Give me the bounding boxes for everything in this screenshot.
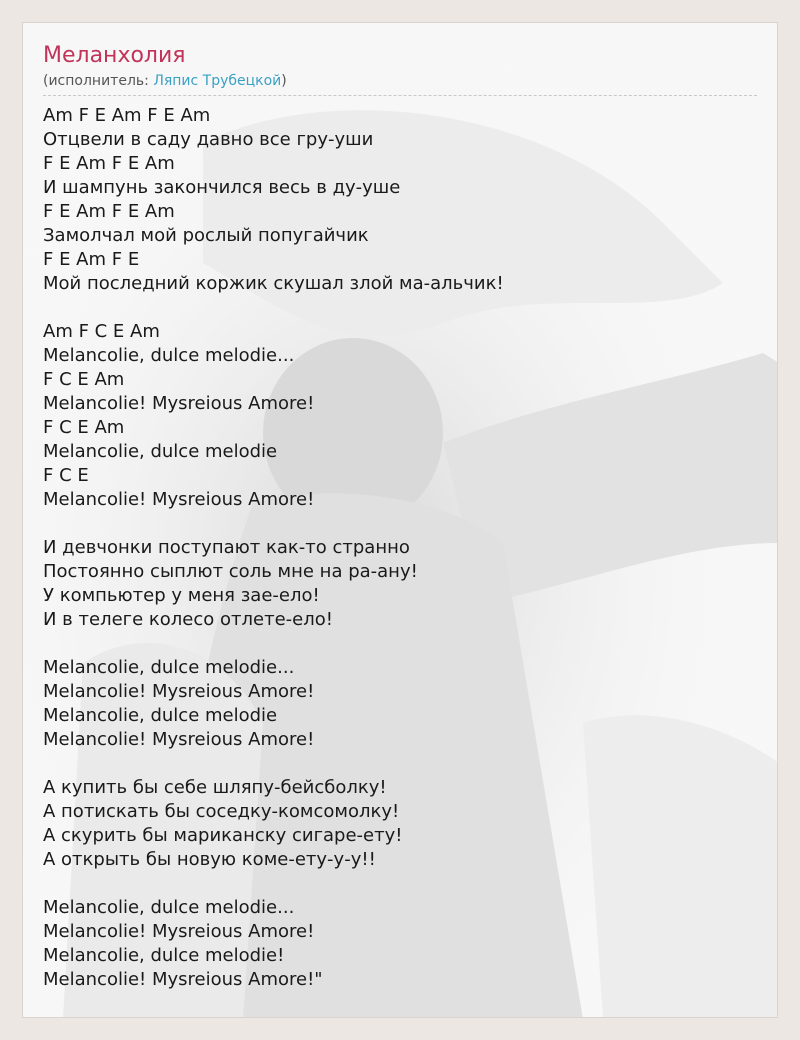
lyric-line: Melancolie, dulce melodie!	[43, 945, 285, 966]
song-title: Меланхолия	[43, 43, 186, 68]
lyric-line	[43, 296, 757, 320]
lyric-line	[43, 632, 757, 656]
lyric-line: Melancolie, dulce melodie...	[43, 657, 295, 678]
lyric-line: F C E	[43, 465, 89, 486]
lyric-line: Melancolie! Mysreious Amore!	[43, 729, 315, 750]
lyric-line: Melancolie, dulce melodie	[43, 705, 278, 726]
lyric-line: Melancolie! Mysreious Amore!"	[43, 969, 323, 990]
lyric-line: Melancolie, dulce melodie...	[43, 345, 295, 366]
artist-link[interactable]: Ляпис Трубецкой	[153, 73, 282, 89]
artist-suffix: )	[281, 73, 287, 89]
lyric-line: Melancolie! Mysreious Amore!	[43, 489, 315, 510]
lyric-line	[43, 872, 757, 896]
lyric-line: Melancolie, dulce melodie	[43, 441, 278, 462]
song-content	[23, 23, 777, 992]
lyric-line	[43, 512, 757, 536]
lyric-line: F C E Am	[43, 417, 125, 438]
lyric-line: Melancolie! Mysreious Amore!	[43, 921, 315, 942]
artist-prefix: (исполнитель:	[43, 73, 154, 89]
lyric-line: Постоянно сыплют соль мне на ра-ану!	[43, 561, 418, 582]
lyrics-card	[22, 22, 778, 1018]
lyric-line: Am F C E Am	[43, 321, 160, 342]
title-divider	[43, 95, 757, 96]
lyric-line: И шампунь закончился весь в ду-уше	[43, 177, 401, 198]
lyric-line: Отцвели в саду давно все гру-уши	[43, 129, 374, 150]
lyric-line: А скурить бы мариканску сигаре-ету!	[43, 825, 403, 846]
lyric-line: И в телеге колесо отлете-ело!	[43, 609, 333, 630]
lyric-line: И девчонки поступают как-то странно	[43, 537, 410, 558]
lyric-line: Melancolie! Mysreious Amore!	[43, 681, 315, 702]
lyric-line: А открыть бы новую коме-ету-у-у!!	[43, 849, 376, 870]
lyric-line	[43, 752, 757, 776]
lyric-line: А купить бы себе шляпу-бейсболку!	[43, 777, 387, 798]
lyrics-text	[43, 104, 757, 992]
lyric-line: У компьютер у меня зае-ело!	[43, 585, 320, 606]
lyric-line: Melancolie, dulce melodie...	[43, 897, 295, 918]
lyric-line: F C E Am	[43, 369, 125, 390]
lyric-line: F E Am F E Am	[43, 201, 175, 222]
artist-line	[43, 71, 757, 91]
lyric-line: F E Am F E Am	[43, 153, 175, 174]
lyric-line: Melancolie! Mysreious Amore!	[43, 393, 315, 414]
lyric-line: А потискать бы соседку-комсомолку!	[43, 801, 400, 822]
lyric-line: Мой последний коржик скушал злой ма-альчик!	[43, 273, 504, 294]
lyric-line: F E Am F E	[43, 249, 140, 270]
lyric-line: Замолчал мой рослый попугайчик	[43, 225, 369, 246]
lyric-line: Am F E Am F E Am	[43, 105, 211, 126]
